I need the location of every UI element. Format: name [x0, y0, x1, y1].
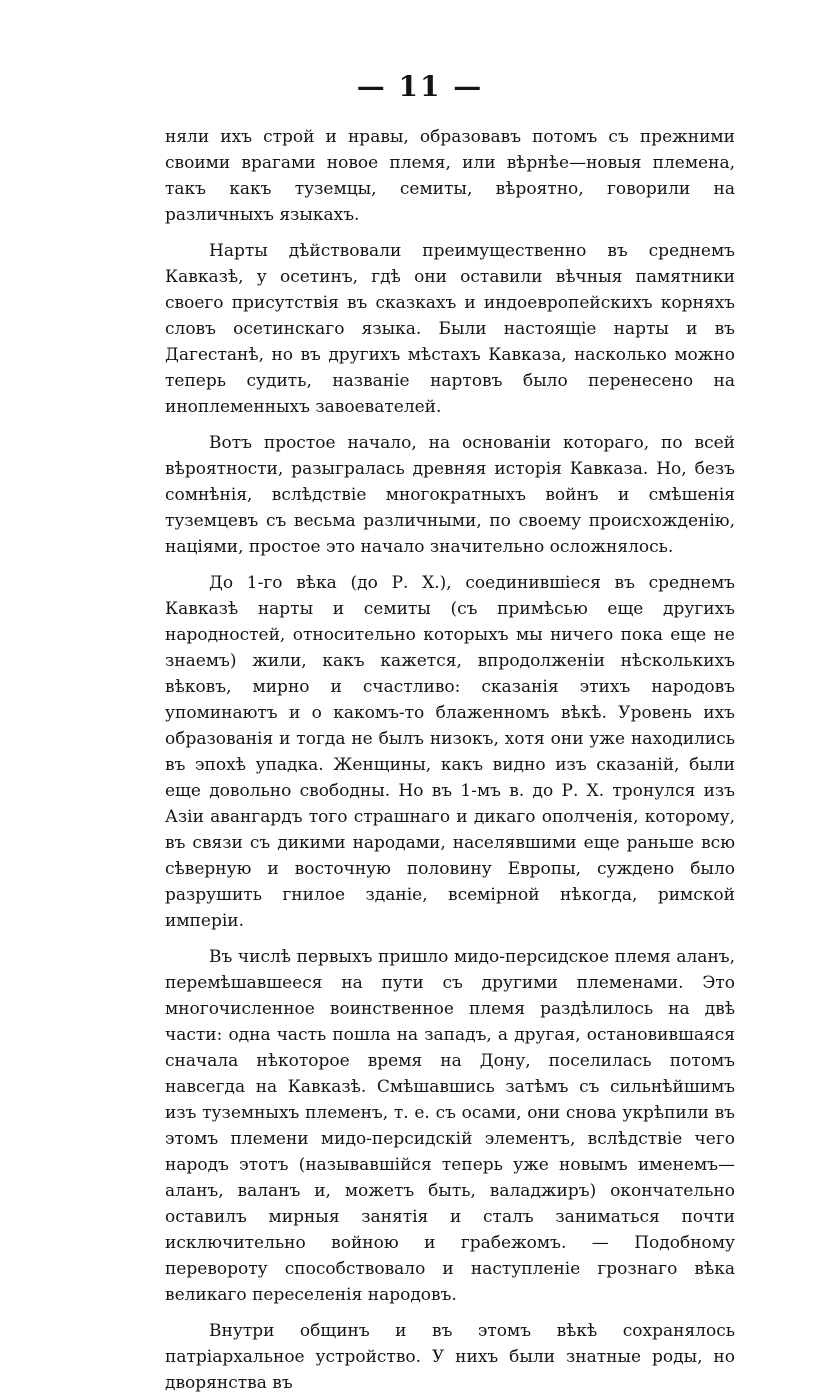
- paragraph-1: няли ихъ строй и нравы, образовавъ потомъ съ прежними своими врагами новое племя, или вѣрнѣе—новыя племена, такъ какъ туземцы, семиты, вѣроятно, говорили на различныхъ языкахъ.: [165, 127, 735, 225]
- paragraph-2: Нарты дѣйствовали преимущественно въ среднемъ Кавказѣ, у осетинъ, гдѣ они оставили вѣчныя памятники своего присутствія въ сказкахъ и индоевропейскихъ корняхъ словъ осетинскаго языка. Были настоящіе нарты и въ Дагестанѣ, но въ другихъ мѣстахъ Кавказа, насколько можно теперь судить, названіе нартовъ было перенесено на иноплеменныхъ завоевателей.: [165, 241, 735, 417]
- body-text: [165, 124, 735, 1396]
- paragraph-4: До 1-го вѣка (до Р. Х.), соединившіеся въ среднемъ Кавказѣ нарты и семиты (съ примѣсью еще другихъ народностей, относительно которыхъ мы ничего пока еще не знаемъ) жили, какъ кажется, впродолженіи нѣсколькихъ вѣковъ, мирно и счастливо: сказанія этихъ народовъ упоминаютъ и о какомъ-то блаженномъ вѣкѣ. Уровень ихъ образованія и тогда не былъ низокъ, хотя они уже находились въ эпохѣ упадка. Женщины, какъ видно изъ сказаній, были еще довольно свободны. Но въ 1-мъ в. до Р. Х. тронулся изъ Азіи авангардъ того страшнаго и дикаго ополченія, которому, въ связи съ дикими народами, населявшими еще раньше всю сѣверную и восточную половину Европы, суждено было разрушить гнилое зданіе, всемірной нѣкогда, римской имперіи.: [165, 573, 735, 931]
- page-number: — 11 —: [356, 70, 484, 103]
- paragraph-3: Вотъ простое начало, на основаніи котораго, по всей вѣроятности, разыгралась древняя исторія Кавказа. Но, безъ сомнѣнія, вслѣдствіе многократныхъ войнъ и смѣшенія туземцевъ съ весьма различными, по своему происхожденію, націями, простое это начало значительно осложнялось.: [165, 433, 735, 557]
- paragraph-5: Въ числѣ первыхъ пришло мидо-персидское племя аланъ, перемѣшавшееся на пути съ другими племенами. Это многочисленное воинственное племя раздѣлилось на двѣ части: одна часть пошла на западъ, а другая, остановившаяся сначала нѣкоторое время на Дону, поселилась потомъ навсегда на Кавказѣ. Смѣшавшись затѣмъ съ сильнѣйшимъ изъ туземныхъ племенъ, т. е. съ осами, они снова укрѣпили въ этомъ племени мидо-персидскій элементъ, вслѣдствіе чего народъ этотъ (называвшійся теперь уже новымъ именемъ—аланъ, валанъ и, можетъ быть, валаджиръ) окончательно оставилъ мирныя занятія и сталъ заниматься почти исключительно войною и грабежомъ. — Подобному перевороту способствовало и наступленіе грознаго вѣка великаго переселенія народовъ.: [165, 947, 735, 1305]
- paragraph-6: Внутри общинъ и въ этомъ вѣкѣ сохранялось патріархальное устройство. У нихъ были знатные роды, но дворянства въ: [165, 1321, 735, 1393]
